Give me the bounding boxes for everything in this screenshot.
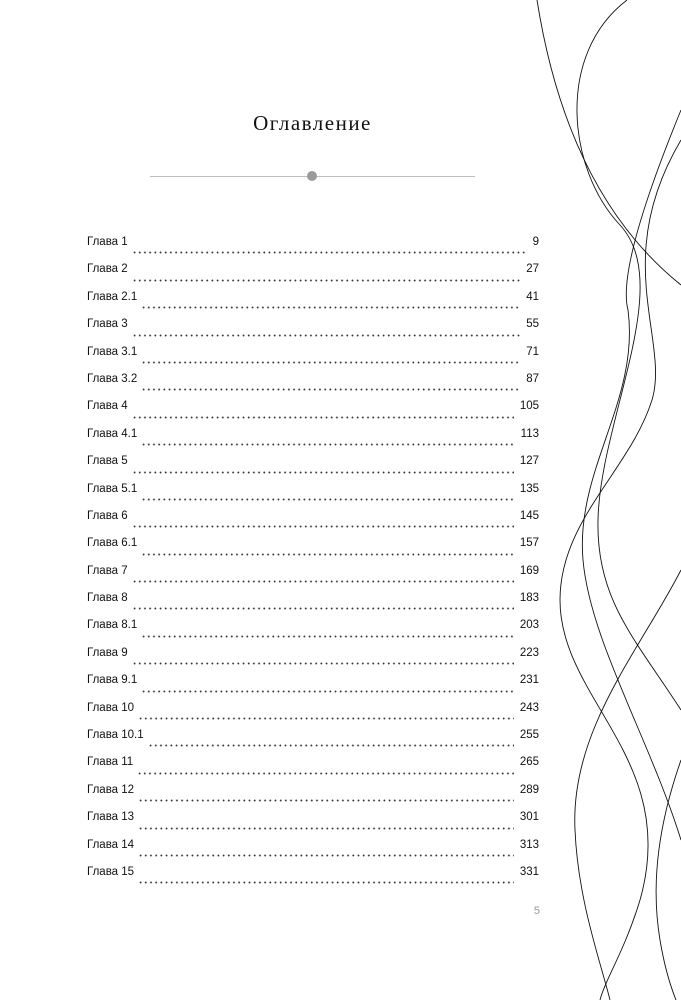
toc-dot-leader bbox=[138, 845, 514, 857]
toc-dot-leader bbox=[138, 790, 514, 802]
toc-entry-page: 301 bbox=[519, 811, 539, 824]
toc-dot-leader bbox=[132, 242, 527, 254]
toc-entry-label: Глава 7 bbox=[87, 564, 128, 577]
toc-entry-page: 87 bbox=[526, 372, 539, 385]
toc-entry[interactable] bbox=[87, 754, 539, 781]
toc-entry-page: 231 bbox=[519, 674, 539, 687]
toc-dot-leader bbox=[148, 735, 514, 747]
toc-entry-label: Глава 8 bbox=[87, 592, 128, 605]
wave-line-6 bbox=[656, 760, 681, 1000]
wave-line-3 bbox=[582, 110, 681, 840]
wave-line-5 bbox=[575, 570, 681, 1000]
toc-dot-leader bbox=[141, 352, 520, 364]
toc-entry-page: 265 bbox=[519, 756, 539, 769]
toc-entry-page: 157 bbox=[519, 537, 539, 550]
toc-entry[interactable] bbox=[87, 590, 539, 617]
toc-entry-page: 223 bbox=[519, 646, 539, 659]
toc-dot-leader bbox=[138, 708, 514, 720]
toc-entry[interactable] bbox=[87, 617, 539, 644]
toc-entry-label: Глава 2 bbox=[87, 263, 128, 276]
toc-entry[interactable] bbox=[87, 727, 539, 754]
toc-entry-label: Глава 14 bbox=[87, 838, 135, 851]
toc-dot-leader bbox=[132, 598, 514, 610]
toc-dot-leader bbox=[141, 626, 514, 638]
toc-dot-leader bbox=[132, 653, 514, 665]
toc-dot-leader bbox=[132, 325, 521, 337]
toc-entry-label: Глава 1 bbox=[87, 236, 128, 248]
toc-entry[interactable] bbox=[87, 371, 539, 398]
toc-dot-leader bbox=[137, 763, 514, 775]
toc-entry[interactable] bbox=[87, 535, 539, 562]
toc-entry[interactable] bbox=[87, 398, 539, 425]
toc-dot-leader bbox=[132, 462, 514, 474]
toc-entry-label: Глава 9 bbox=[87, 646, 128, 659]
toc-dot-leader bbox=[141, 489, 514, 501]
toc-entry-label: Глава 9.1 bbox=[87, 674, 138, 687]
toc-entry-page: 169 bbox=[519, 564, 539, 577]
toc-entry-label: Глава 3.2 bbox=[87, 372, 138, 385]
toc-entry[interactable] bbox=[87, 426, 539, 453]
toc-entry-label: Глава 10 bbox=[87, 701, 135, 714]
toc-entry-label: Глава 5.1 bbox=[87, 482, 138, 495]
toc-entry-page: 183 bbox=[519, 592, 539, 605]
toc-entry-page: 105 bbox=[519, 400, 539, 413]
toc-entry-label: Глава 6 bbox=[87, 509, 128, 522]
toc-entry-label: Глава 8.1 bbox=[87, 619, 138, 632]
toc-dot-leader bbox=[132, 516, 514, 528]
page-number: 5 bbox=[533, 905, 540, 917]
toc-dot-leader bbox=[141, 681, 514, 693]
toc-entry-page: 313 bbox=[519, 838, 539, 851]
toc-entry[interactable] bbox=[87, 700, 539, 727]
toc-dot-leader bbox=[132, 270, 521, 282]
toc-entry-page: 203 bbox=[519, 619, 539, 632]
toc-entry-label: Глава 3 bbox=[87, 318, 128, 331]
toc-dot-leader bbox=[138, 872, 514, 884]
toc-entry-label: Глава 3.1 bbox=[87, 345, 138, 358]
toc-entry-page: 145 bbox=[519, 509, 539, 522]
toc-entry[interactable] bbox=[87, 563, 539, 590]
page-title: Оглавление bbox=[253, 111, 372, 135]
toc-entry[interactable] bbox=[87, 672, 539, 699]
toc-entry-label: Глава 15 bbox=[87, 865, 135, 878]
toc-entry[interactable] bbox=[87, 508, 539, 535]
toc-entry-label: Глава 4 bbox=[87, 400, 128, 413]
divider-dot-icon bbox=[307, 171, 317, 181]
toc-entry-page: 27 bbox=[526, 263, 539, 276]
toc-entry-page: 331 bbox=[519, 865, 539, 878]
toc-dot-leader bbox=[132, 571, 514, 583]
toc-dot-leader bbox=[141, 379, 520, 391]
toc-entry[interactable] bbox=[87, 261, 539, 288]
toc-entry-label: Глава 5 bbox=[87, 455, 128, 468]
toc-entry[interactable] bbox=[87, 809, 539, 836]
toc-entry-page: 289 bbox=[519, 783, 539, 796]
toc-entry[interactable] bbox=[87, 316, 539, 343]
toc-entry-page: 113 bbox=[520, 427, 539, 440]
toc-entry-label: Глава 10.1 bbox=[87, 729, 144, 742]
wave-line-1 bbox=[537, 0, 681, 285]
toc-entry[interactable] bbox=[87, 344, 539, 371]
toc-entry[interactable] bbox=[87, 864, 539, 891]
toc-entry-label: Глава 4.1 bbox=[87, 427, 138, 440]
toc-dot-leader bbox=[138, 818, 514, 830]
toc-entry-page: 9 bbox=[532, 236, 539, 248]
toc-entry-label: Глава 13 bbox=[87, 811, 135, 824]
toc-entry-label: Глава 6.1 bbox=[87, 537, 138, 550]
toc-entry[interactable] bbox=[87, 481, 539, 508]
toc-entry[interactable] bbox=[87, 289, 539, 316]
table-of-contents bbox=[87, 234, 539, 891]
toc-dot-leader bbox=[141, 434, 514, 446]
toc-entry-label: Глава 11 bbox=[87, 756, 134, 769]
toc-entry-page: 135 bbox=[519, 482, 539, 495]
toc-entry[interactable] bbox=[87, 234, 539, 261]
toc-dot-leader bbox=[132, 407, 514, 419]
toc-entry-label: Глава 12 bbox=[87, 783, 135, 796]
toc-entry-label: Глава 2.1 bbox=[87, 290, 138, 303]
toc-entry[interactable] bbox=[87, 837, 539, 864]
wave-line-2 bbox=[577, 0, 681, 710]
toc-entry[interactable] bbox=[87, 645, 539, 672]
toc-entry-page: 255 bbox=[519, 729, 539, 742]
toc-entry-page: 127 bbox=[519, 455, 539, 468]
toc-entry-page: 41 bbox=[526, 290, 539, 303]
toc-entry[interactable] bbox=[87, 453, 539, 480]
toc-entry-page: 71 bbox=[526, 345, 539, 358]
toc-entry[interactable] bbox=[87, 782, 539, 809]
toc-dot-leader bbox=[141, 297, 520, 309]
toc-entry-page: 55 bbox=[526, 318, 539, 331]
toc-dot-leader bbox=[141, 544, 514, 556]
toc-entry-page: 243 bbox=[519, 701, 539, 714]
